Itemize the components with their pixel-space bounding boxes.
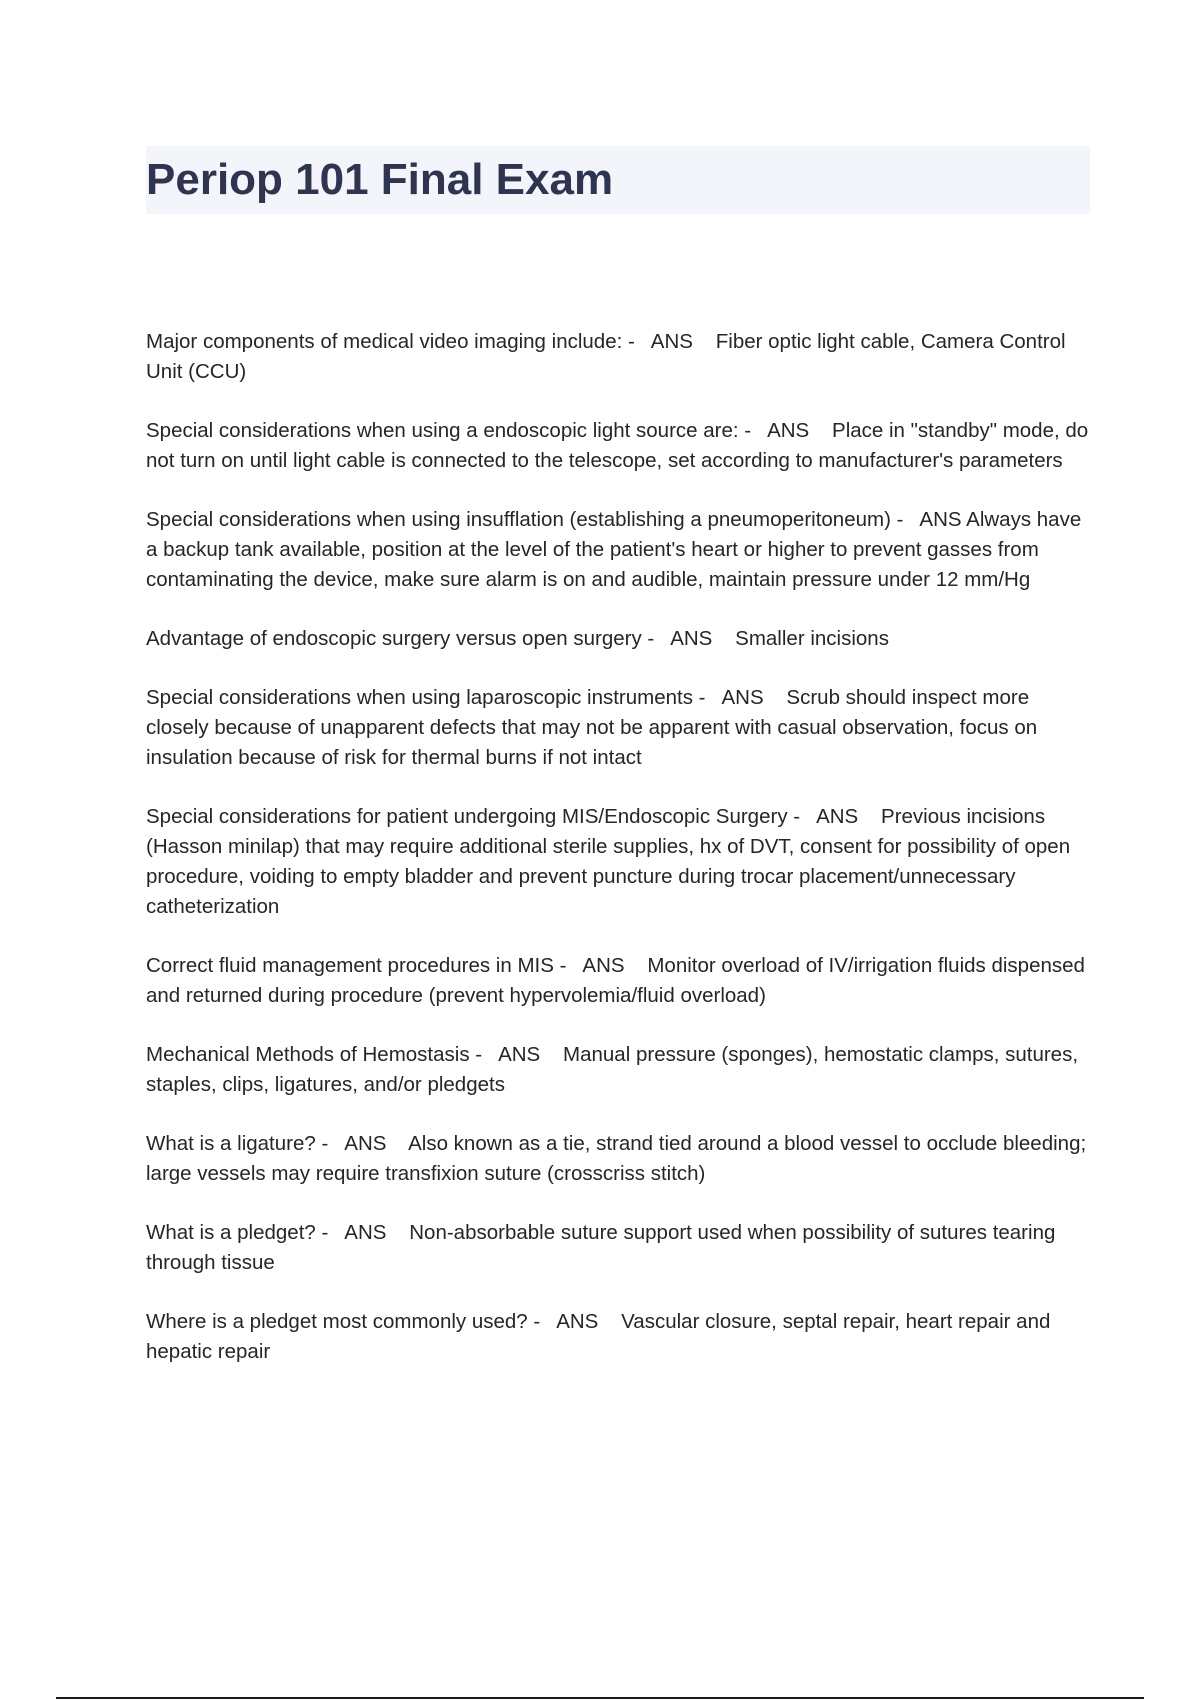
answer-marker: ANS — [670, 627, 713, 650]
answer-text: Monitor overload of IV/irrigation fluids dispensed and returned during procedure (prevent hypervolemia/fluid overload) — [146, 954, 1091, 1007]
answer-marker: ANS — [344, 1221, 387, 1244]
answer-text: Previous incisions (Hasson minilap) that may require additional sterile supplies, hx of DVT, consent for possibility of open procedure, voiding to empty bladder and prevent puncture during trocar placement/unnecessary catheterization — [146, 805, 1076, 918]
answer-marker: ANS — [650, 330, 693, 353]
qa-item — [146, 505, 1096, 595]
answer-text: Fiber optic light cable, Camera Control Unit (CCU) — [146, 330, 1072, 383]
answer-marker: ANS — [582, 954, 625, 977]
answer-marker: ANS — [816, 805, 859, 828]
qa-item — [146, 683, 1096, 773]
answer-text: Non-absorbable suture support used when possibility of sutures tearing through tissue — [146, 1221, 1062, 1274]
question-text: Special considerations for patient undergoing MIS/Endoscopic Surgery - — [146, 805, 801, 828]
answer-text: Always have a backup tank available, position at the level of the patient's heart or higher to prevent gasses from contaminating the device, make sure alarm is on and audible, maintain pressure under 12 mm/Hg — [146, 508, 1087, 591]
qa-item — [146, 802, 1096, 922]
question-text: Special considerations when using laparoscopic instruments - — [146, 686, 706, 709]
qa-item — [146, 327, 1096, 387]
question-text: Advantage of endoscopic surgery versus open surgery - — [146, 627, 655, 650]
answer-text: Manual pressure (sponges), hemostatic clamps, sutures, staples, clips, ligatures, and/or pledgets — [146, 1043, 1084, 1096]
question-text: Major components of medical video imaging include: - — [146, 330, 635, 353]
question-text: Special considerations when using a endoscopic light source are: - — [146, 419, 752, 442]
answer-text: Vascular closure, septal repair, heart repair and hepatic repair — [146, 1310, 1057, 1363]
answer-text: Place in "standby" mode, do not turn on until light cable is connected to the telescope, set according to manufacturer's parameters — [146, 419, 1094, 472]
question-text: Special considerations when using insufflation (establishing a pneumoperitoneum) - — [146, 508, 904, 531]
qa-item — [146, 1218, 1096, 1278]
answer-marker: ANS — [919, 508, 962, 531]
answer-marker: ANS — [767, 419, 810, 442]
page-title: Periop 101 Final Exam — [146, 155, 614, 204]
question-text: What is a pledget? - — [146, 1221, 329, 1244]
answer-marker: ANS — [344, 1132, 387, 1155]
qa-item — [146, 1040, 1096, 1100]
question-text: Where is a pledget most commonly used? - — [146, 1310, 541, 1333]
qa-item — [146, 1129, 1096, 1189]
footer-rule — [56, 1697, 1144, 1699]
question-text: What is a ligature? - — [146, 1132, 329, 1155]
qa-item — [146, 1307, 1096, 1367]
answer-text: Also known as a tie, strand tied around a blood vessel to occlude bleeding; large vessels may require transfixion suture (crosscriss stitch) — [146, 1132, 1092, 1185]
qa-item — [146, 951, 1096, 1011]
answer-text: Smaller incisions — [735, 627, 889, 650]
qa-list — [146, 327, 1096, 1396]
answer-marker: ANS — [556, 1310, 599, 1333]
answer-text: Scrub should inspect more closely because of unapparent defects that may not be apparent with casual observation, focus on insulation because of risk for thermal burns if not intact — [146, 686, 1043, 769]
question-text: Correct fluid management procedures in MIS - — [146, 954, 567, 977]
question-text: Mechanical Methods of Hemostasis - — [146, 1043, 483, 1066]
answer-marker: ANS — [721, 686, 764, 709]
qa-item — [146, 416, 1096, 476]
answer-marker: ANS — [498, 1043, 541, 1066]
qa-item — [146, 624, 1096, 654]
